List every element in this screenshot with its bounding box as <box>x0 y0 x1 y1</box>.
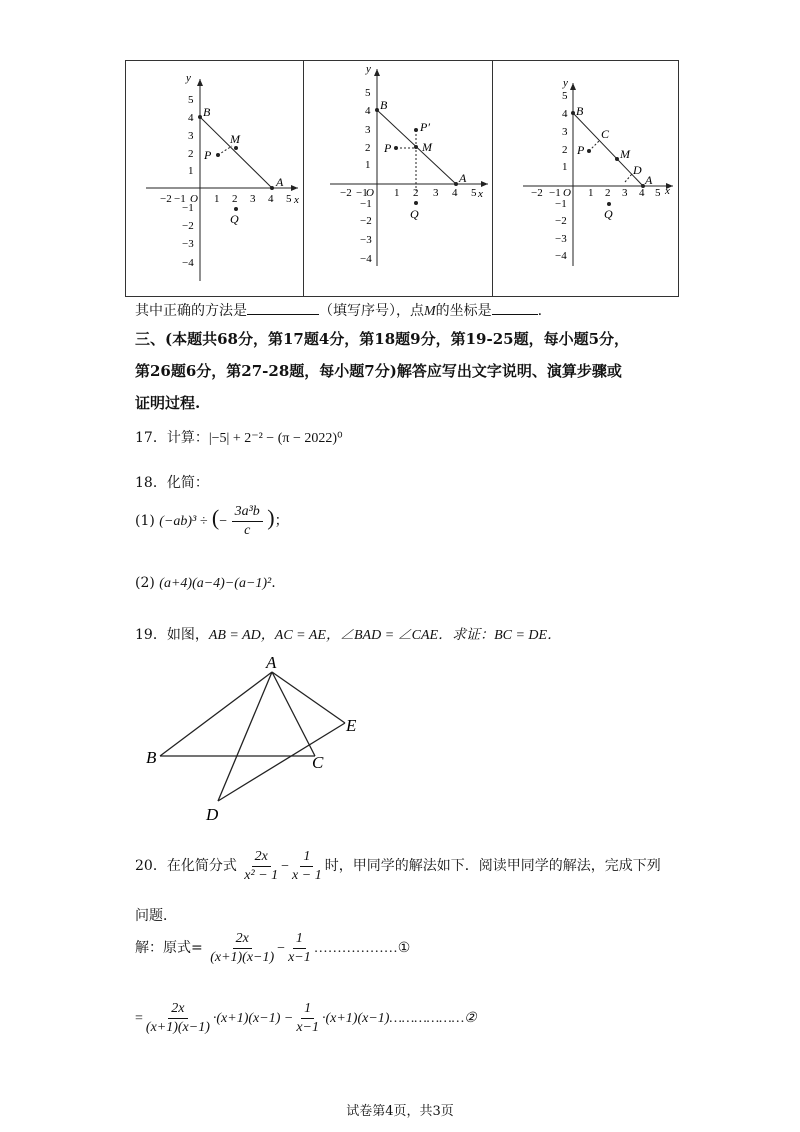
tick-y: 3 <box>188 130 194 142</box>
tick-y: −3 <box>555 233 567 245</box>
triangle-figure <box>140 650 380 825</box>
point-label: M <box>422 140 432 154</box>
tick-x: O <box>366 187 374 199</box>
tick-y: 1 <box>365 159 371 171</box>
q17-expression: |−5| + 2⁻² − (π − 2022)⁰ <box>208 431 343 446</box>
q19-label: 19．如图， <box>135 627 209 643</box>
tick-x: 4 <box>268 193 274 205</box>
tick-x: 5 <box>286 193 292 205</box>
step2-equals: = <box>135 1011 143 1026</box>
point-label: P <box>384 141 392 155</box>
tick-y: 1 <box>562 161 568 173</box>
coordinate-figure-1 <box>126 61 302 294</box>
point-label: M <box>230 132 240 146</box>
tick-x: O <box>190 193 198 205</box>
answer-blank-1[interactable] <box>247 300 319 315</box>
tick-x: −1 <box>549 187 561 199</box>
tick-x: −1 <box>174 193 186 205</box>
fill-text: （填写序号），点 <box>319 303 424 319</box>
step1-marker: ………………① <box>313 941 411 956</box>
tick-y: −1 <box>182 202 194 214</box>
point-a-label: A <box>266 653 277 672</box>
point-label: P′ <box>420 120 430 134</box>
q18-part1-index: (1) <box>135 513 155 529</box>
tick-y: 5 <box>188 94 194 106</box>
tick-y: −2 <box>182 220 194 232</box>
point-label: A <box>276 175 284 189</box>
question-19 <box>135 624 561 644</box>
question-20-line1: 20．在化简分式 $\frac{2x}{\text{x² − 1}}$ − $\frac{1}{x - 1}$ 时，甲同学的解法如下．阅读甲同学的解法，完成下列 <box>135 849 661 883</box>
tick-x: 3 <box>433 187 439 199</box>
tick-y: 4 <box>188 112 194 124</box>
tick-x: 2 <box>232 193 238 205</box>
tick-y: 1 <box>188 165 194 177</box>
y-axis-label: y <box>563 77 568 89</box>
tick-x: 1 <box>214 193 220 205</box>
tick-x: 5 <box>655 187 661 199</box>
tick-y: −4 <box>182 257 194 269</box>
tick-x: −1 <box>356 187 368 199</box>
fill-text: 的坐标是 <box>435 303 492 319</box>
x-axis-label: x <box>665 185 670 197</box>
point-label: B <box>380 98 388 112</box>
section3-line3: 证明过程. <box>135 394 201 412</box>
q20-fraction-1: $\frac{2x}{\text{x² − 1}}$ <box>244 849 279 883</box>
tick-x: 2 <box>605 187 611 199</box>
point-label: P <box>204 148 212 162</box>
q20-intro-rest: 时，甲同学的解法如下．阅读甲同学的解法，完成下列 <box>324 858 661 874</box>
point-label: Q <box>410 207 419 221</box>
q20-solution-label: 解：原式= <box>135 940 203 956</box>
q17-label: 17．计算： <box>135 430 209 446</box>
tick-x: O <box>563 187 571 199</box>
step1-fraction-2: $\frac{1}{x-1}$ <box>288 931 311 965</box>
tick-y: 2 <box>188 148 194 160</box>
point-m: M <box>424 304 436 319</box>
point-label: C <box>601 127 610 141</box>
tick-x: 3 <box>250 193 256 205</box>
tick-y: 5 <box>562 90 568 102</box>
step1-fraction-1: $\frac{2x}{(x+1)(x-1)}$ <box>210 931 275 965</box>
step2-fraction-2: $\frac{1}{x-1}$ <box>296 1001 319 1035</box>
q18-part2: (2) (a+4)(a−4)−(a−1)². <box>135 575 276 591</box>
tick-y: 4 <box>562 108 568 120</box>
tick-y: −2 <box>360 215 372 227</box>
tick-y: −1 <box>360 198 372 210</box>
step2-middle: ·(x+1)(x−1) − <box>212 1011 294 1026</box>
tick-y: 3 <box>365 124 371 136</box>
q18-part2-index: (2) <box>135 575 155 591</box>
tick-x: 2 <box>413 187 419 199</box>
tick-x: 4 <box>452 187 458 199</box>
fill-in-line <box>135 300 542 320</box>
point-label: A <box>459 171 467 185</box>
tick-x: −2 <box>340 187 352 199</box>
tick-x: 1 <box>588 187 594 199</box>
point-label: P <box>577 143 585 157</box>
page-footer: 试卷第4页，共3页 <box>346 1104 454 1119</box>
point-c-label: C <box>312 753 324 772</box>
q18-part2-expr: (a+4)(a−4)−(a−1)² <box>159 576 272 591</box>
tick-x: 3 <box>622 187 628 199</box>
point-d-label: D <box>206 805 219 824</box>
tick-y: −4 <box>555 250 567 262</box>
step2-fraction-1: $\frac{2x}{(x+1)(x-1)}$ <box>145 1001 210 1035</box>
fill-text: 其中正确的方法是 <box>135 303 247 319</box>
x-axis-label: x <box>294 194 299 206</box>
q20-intro: 20．在化简分式 <box>135 858 237 874</box>
q18-part1-expr: (−ab)³ ÷ <box>159 514 208 529</box>
tick-y: 4 <box>365 105 371 117</box>
q19-conditions: AB = AD，AC = AE，∠BAD = ∠CAE．求证：BC = DE． <box>208 628 562 643</box>
tick-y: 2 <box>365 142 371 154</box>
q18-part1: (1) (−ab)³ ÷ (− $\frac{\text{3a³b}}{c}$ )； <box>135 504 289 538</box>
q18-label: 18．化简： <box>135 475 209 491</box>
step2-end: ·(x+1)(x−1)………………② <box>321 1011 477 1026</box>
point-label: Q <box>230 212 239 226</box>
question-17 <box>135 427 343 447</box>
tick-y: −3 <box>360 234 372 246</box>
coordinate-figure-3 <box>493 61 675 294</box>
tick-y: 5 <box>365 87 371 99</box>
point-b-label: B <box>146 748 157 767</box>
point-label: D <box>633 163 642 177</box>
q20-fraction-2: $\frac{1}{x - 1}$ <box>292 849 322 883</box>
tick-y: −1 <box>555 198 567 210</box>
q20-line2: 问题． <box>135 908 177 924</box>
section3-line1: 三、(本题共68分，第17题4分，第18题9分，第19-25题，每小题5分， <box>135 330 630 348</box>
point-label: A <box>645 173 653 187</box>
q20-solution-step2 <box>135 1000 477 1036</box>
point-label: M <box>620 147 630 161</box>
point-label: B <box>203 105 211 119</box>
tick-y: −2 <box>555 215 567 227</box>
tick-x: 4 <box>639 187 645 199</box>
tick-x: 5 <box>471 187 477 199</box>
point-e-label: E <box>346 716 357 735</box>
y-axis-label: y <box>186 72 191 84</box>
tick-y: −4 <box>360 253 372 265</box>
y-axis-label: y <box>366 63 371 75</box>
tick-x: 1 <box>394 187 400 199</box>
section3-line2: 第26题6分，第27-28题，每小题7分)解答应写出文字说明、演算步骤或 <box>135 362 622 380</box>
tick-x: −2 <box>531 187 543 199</box>
coordinate-figure-2 <box>304 61 491 294</box>
answer-blank-2[interactable] <box>492 300 538 315</box>
tick-y: 2 <box>562 144 568 156</box>
fill-text: . <box>537 303 543 319</box>
point-label: B <box>576 104 584 118</box>
tick-x: −2 <box>160 193 172 205</box>
point-label: Q <box>604 207 613 221</box>
tick-y: −3 <box>182 238 194 250</box>
q20-solution-step1: 解：原式= $\frac{2x}{(x+1)(x-1)}$ − $\frac{1}{x-1}$ ………………① <box>135 931 411 965</box>
q18-fraction: $\frac{\text{3a³b}}{c}$ <box>232 503 263 539</box>
x-axis-label: x <box>478 188 483 200</box>
tick-y: 3 <box>562 126 568 138</box>
